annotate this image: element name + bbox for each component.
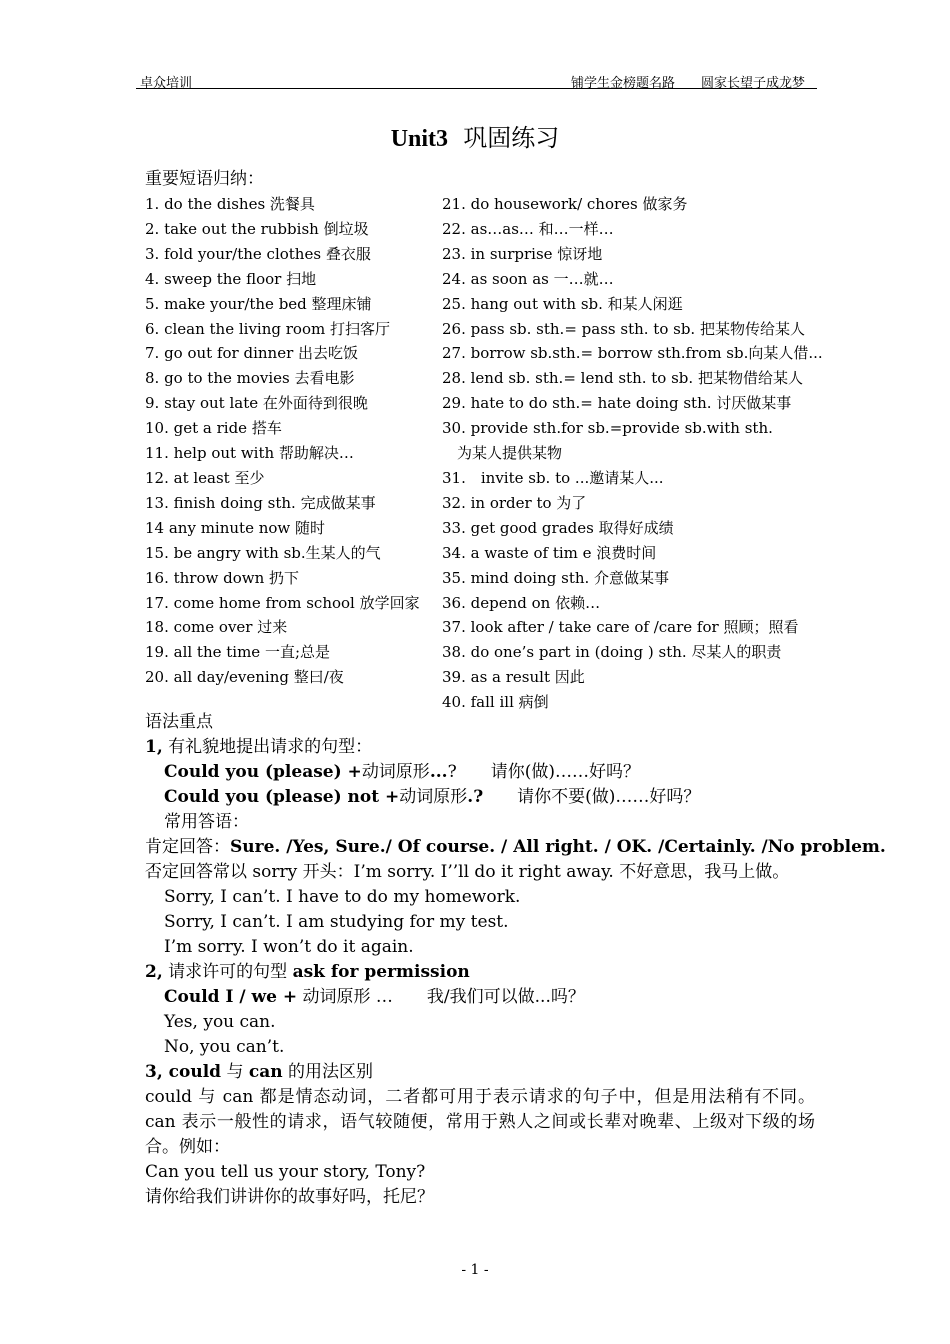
phrase-item: 18. come over 过来 [145, 618, 288, 637]
page-title: Unit3 巩固练习 [390, 124, 560, 152]
phrase-item: 10. get a ride 搭车 [145, 419, 282, 438]
example-english: Can you tell us your story, Tony? [145, 1162, 426, 1182]
phrase-item: 28. lend sb. sth.= lend sth. to sb. 把某物借给某人 [442, 369, 803, 388]
phrase-item: 16. throw down 扔下 [145, 568, 300, 587]
header-right: 铺学生金榜题名路 圆家长望子成龙梦 [570, 76, 805, 91]
positive-answers: 肯定回答：Sure. /Yes, Sure./ Of course. / All right. / OK. /Certainly. /No problem. [145, 837, 886, 857]
phrase-item: 15. be angry with sb.生某人的气 [145, 543, 381, 562]
phrase-item: 20. all day/evening 整曰/夜 [145, 668, 344, 687]
phrase-item: 21. do housework/ chores 做家务 [442, 195, 688, 213]
example-chinese: 请你给我们讲讲你的故事好吗，托尼？ [145, 1187, 434, 1207]
phrase-item: 36. depend on 依赖… [442, 593, 601, 612]
phrase-item: 3. fold your/the clothes 叠衣服 [145, 244, 371, 263]
phrase-item: 23. in surprise 惊讶地 [442, 244, 603, 263]
phrase-item: 8. go to the movies 去看电影 [145, 369, 355, 388]
common-answers-label: 常用答语： [164, 812, 249, 832]
section-3-title: 3, could 与 can 的用法区别 [145, 1062, 374, 1082]
phrase-item: 4. sweep the floor 扫地 [145, 269, 317, 288]
phrase-item: 39. as a result 因此 [442, 668, 585, 687]
negative-example: Sorry, I can’t. I have to do my homework. [164, 887, 521, 907]
phrase-item: 9. stay out late 在外面待到很晚 [145, 394, 368, 413]
phrase-item: 2. take out the rubbish 倒垃圾 [145, 219, 369, 238]
negative-example: Sorry, I can’t. I am studying for my test. [164, 912, 509, 932]
phrase-item: 22. as…as… 和…一样… [442, 219, 614, 238]
grammar-section [145, 710, 886, 1210]
phrase-item: 12. at least 至少 [145, 468, 265, 487]
phrase-item: 24. as soon as 一…就… [442, 269, 614, 288]
phrase-item: 17. come home from school 放学回家 [145, 593, 420, 612]
phrase-item: 5. make your/the bed 整理床铺 [145, 294, 372, 313]
phrase-item: 6. clean the living room 打扫客厅 [145, 319, 390, 338]
phrase-item: 1. do the dishes 洗餐具 [145, 195, 315, 213]
phrase-item: 33. get good grades 取得好成绩 [442, 518, 674, 537]
phrase-item: 13. finish doing sth. 完成做某事 [145, 493, 376, 512]
phrase-item: 27. borrow sb.sth.= borrow sth.from sb.向某人借... [442, 344, 823, 363]
phrase-item: 38. do one’s part in (doing ) sth. 尽某人的职责 [442, 643, 782, 662]
section-1-title: 1, 有礼貌地提出请求的句型： [145, 737, 373, 757]
negative-answers: 否定回答常以 sorry 开头：I’m sorry. I’’ll do it right away. 不好意思，我马上做。 [145, 862, 790, 882]
phrase-item: 14 any minute now 随时 [145, 518, 326, 537]
phrase-item: 29. hate to do sth.= hate doing sth. 讨厌做某事 [442, 394, 792, 413]
grammar-heading: 语法重点 [145, 712, 213, 732]
section-2-title: 2, 请求许可的句型 ask for permission [145, 962, 470, 982]
phrase-item: 26. pass sb. sth.= pass sth. to sb. 把某物传给某人 [442, 319, 805, 338]
pattern-1: Could you (please) +动词原形...? 请你(做)……好吗？ [164, 762, 640, 782]
permission-no: No, you can’t. [164, 1037, 285, 1057]
phrase-item: 19. all the time 一直;总是 [145, 643, 331, 662]
phrase-item: 40. fall ill 病倒 [442, 693, 549, 712]
permission-yes: Yes, you can. [164, 1012, 276, 1032]
phrase-item: 34. a waste of tim e 浪费时间 [442, 543, 657, 562]
phrases-right-column [442, 192, 823, 715]
phrase-item: 31. invite sb. to ...邀请某人... [442, 468, 664, 487]
permission-pattern: Could I / we + 动词原形 … 我/我们可以做...吗？ [164, 987, 585, 1007]
phrases-left-column [145, 192, 420, 690]
negative-example: I’m sorry. I won’t do it again. [164, 937, 414, 957]
phrase-item: 37. look after / take care of /care for 照顾；照看 [442, 618, 799, 637]
phrase-item: 35. mind doing sth. 介意做某事 [442, 568, 670, 587]
header-divider [136, 88, 817, 89]
phrase-item: 为某人提供某物 [442, 444, 563, 463]
phrase-item: 30. provide sth.for sb.=provide sb.with sth. [442, 419, 773, 438]
phrase-item: 25. hang out with sb. 和某人闲逛 [442, 294, 683, 313]
pattern-2: Could you (please) not +动词原形.? 请你不要(做)……好吗？ [164, 787, 701, 807]
page-number: - 1 - [461, 1262, 489, 1278]
phrases-heading: 重要短语归纳： [145, 169, 264, 189]
could-can-paragraph: could 与 can 都是情态动词，二者都可用于表示请求的句子中，但是用法稍有不同。 can 表示一般性的请求，语气较随便，常用于熟人之间或长辈对晚辈、上级对下级的场合。例如： [145, 1087, 815, 1157]
phrase-item: 7. go out for dinner 出去吃饭 [145, 344, 359, 363]
phrase-item: 11. help out with 帮助解决… [145, 444, 354, 463]
header-left: 卓众培训 [140, 76, 193, 91]
phrase-item: 32. in order to 为了 [442, 493, 587, 512]
